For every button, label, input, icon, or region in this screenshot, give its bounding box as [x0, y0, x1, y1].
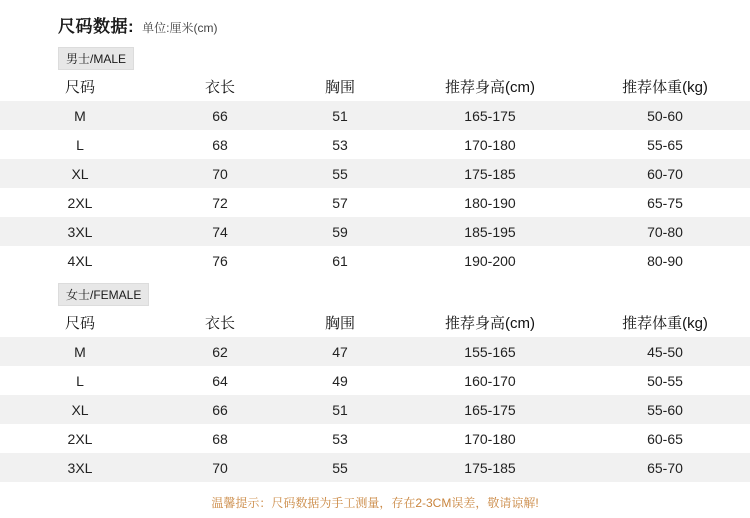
table-row [0, 453, 750, 482]
cell-bust: 61 [332, 252, 348, 269]
cell-bust: 59 [332, 223, 348, 240]
cell-weight: 45-50 [647, 343, 683, 360]
cell-length: 64 [212, 372, 228, 389]
table-header-row [0, 308, 750, 337]
cell-bust: 51 [332, 107, 348, 124]
column-header-length: 衣长 [204, 315, 235, 332]
cell-size: 2XL [67, 194, 93, 211]
cell-weight: 70-80 [647, 223, 683, 240]
column-header-size: 尺码 [64, 79, 95, 96]
cell-weight: 55-65 [647, 136, 683, 153]
cell-height: 185-195 [464, 223, 516, 240]
cell-height: 160-170 [464, 372, 516, 389]
column-header-height: 推荐身高(cm) [445, 79, 535, 96]
size-table-female [0, 308, 750, 482]
table-header-row [0, 72, 750, 101]
cell-weight: 60-70 [647, 165, 683, 182]
cell-bust: 49 [332, 372, 348, 389]
cell-height: 190-200 [464, 252, 516, 269]
cell-size: 2XL [67, 430, 93, 447]
cell-bust: 53 [332, 430, 348, 447]
column-header-bust: 胸围 [324, 79, 355, 96]
cell-length: 68 [212, 430, 228, 447]
cell-weight: 50-55 [647, 372, 683, 389]
cell-weight: 55-60 [647, 401, 683, 418]
cell-height: 175-185 [464, 165, 516, 182]
table-row [0, 246, 750, 275]
column-header-bust: 胸围 [324, 315, 355, 332]
cell-size: 4XL [67, 252, 93, 269]
section-female [0, 283, 750, 306]
cell-length: 72 [212, 194, 228, 211]
table-row [0, 159, 750, 188]
cell-size: XL [71, 401, 89, 418]
size-table-male [0, 72, 750, 275]
cell-size: 3XL [67, 223, 93, 240]
cell-bust: 53 [332, 136, 348, 153]
cell-length: 74 [212, 223, 228, 240]
cell-height: 165-175 [464, 107, 516, 124]
section-male [0, 47, 750, 70]
cell-size: M [74, 343, 86, 360]
table-row [0, 366, 750, 395]
page-header [0, 0, 750, 43]
section-tag-male: 男士/MALE [58, 47, 134, 70]
table-row [0, 101, 750, 130]
cell-size: M [74, 107, 86, 124]
section-tag-female: 女士/FEMALE [58, 283, 149, 306]
cell-bust: 55 [332, 459, 348, 476]
cell-height: 170-180 [464, 136, 516, 153]
column-header-weight: 推荐体重(kg) [622, 315, 708, 332]
cell-length: 62 [212, 343, 228, 360]
cell-bust: 51 [332, 401, 348, 418]
footer-note: 温馨提示：尺码数据为手工测量，存在2-3CM误差，敬请谅解! [211, 496, 539, 510]
cell-height: 155-165 [464, 343, 516, 360]
cell-length: 66 [212, 107, 228, 124]
column-header-length: 衣长 [204, 79, 235, 96]
cell-length: 76 [212, 252, 228, 269]
table-row [0, 424, 750, 453]
cell-length: 70 [212, 459, 228, 476]
cell-weight: 65-75 [647, 194, 683, 211]
page-title: 尺码数据: [58, 17, 135, 36]
cell-bust: 57 [332, 194, 348, 211]
cell-size: L [76, 136, 84, 153]
cell-weight: 80-90 [647, 252, 683, 269]
section-gap [0, 275, 750, 279]
cell-bust: 47 [332, 343, 348, 360]
cell-length: 68 [212, 136, 228, 153]
cell-weight: 50-60 [647, 107, 683, 124]
unit-label: 单位:厘米(cm) [142, 21, 218, 35]
cell-height: 165-175 [464, 401, 516, 418]
cell-height: 180-190 [464, 194, 516, 211]
table-row [0, 130, 750, 159]
column-header-weight: 推荐体重(kg) [622, 79, 708, 96]
column-header-height: 推荐身高(cm) [445, 315, 535, 332]
cell-length: 70 [212, 165, 228, 182]
column-header-size: 尺码 [64, 315, 95, 332]
cell-size: XL [71, 165, 89, 182]
cell-weight: 60-65 [647, 430, 683, 447]
table-row [0, 337, 750, 366]
cell-height: 175-185 [464, 459, 516, 476]
table-row [0, 217, 750, 246]
table-row [0, 395, 750, 424]
cell-height: 170-180 [464, 430, 516, 447]
cell-length: 66 [212, 401, 228, 418]
cell-size: L [76, 372, 84, 389]
cell-bust: 55 [332, 165, 348, 182]
table-row [0, 188, 750, 217]
cell-weight: 65-70 [647, 459, 683, 476]
cell-size: 3XL [67, 459, 93, 476]
